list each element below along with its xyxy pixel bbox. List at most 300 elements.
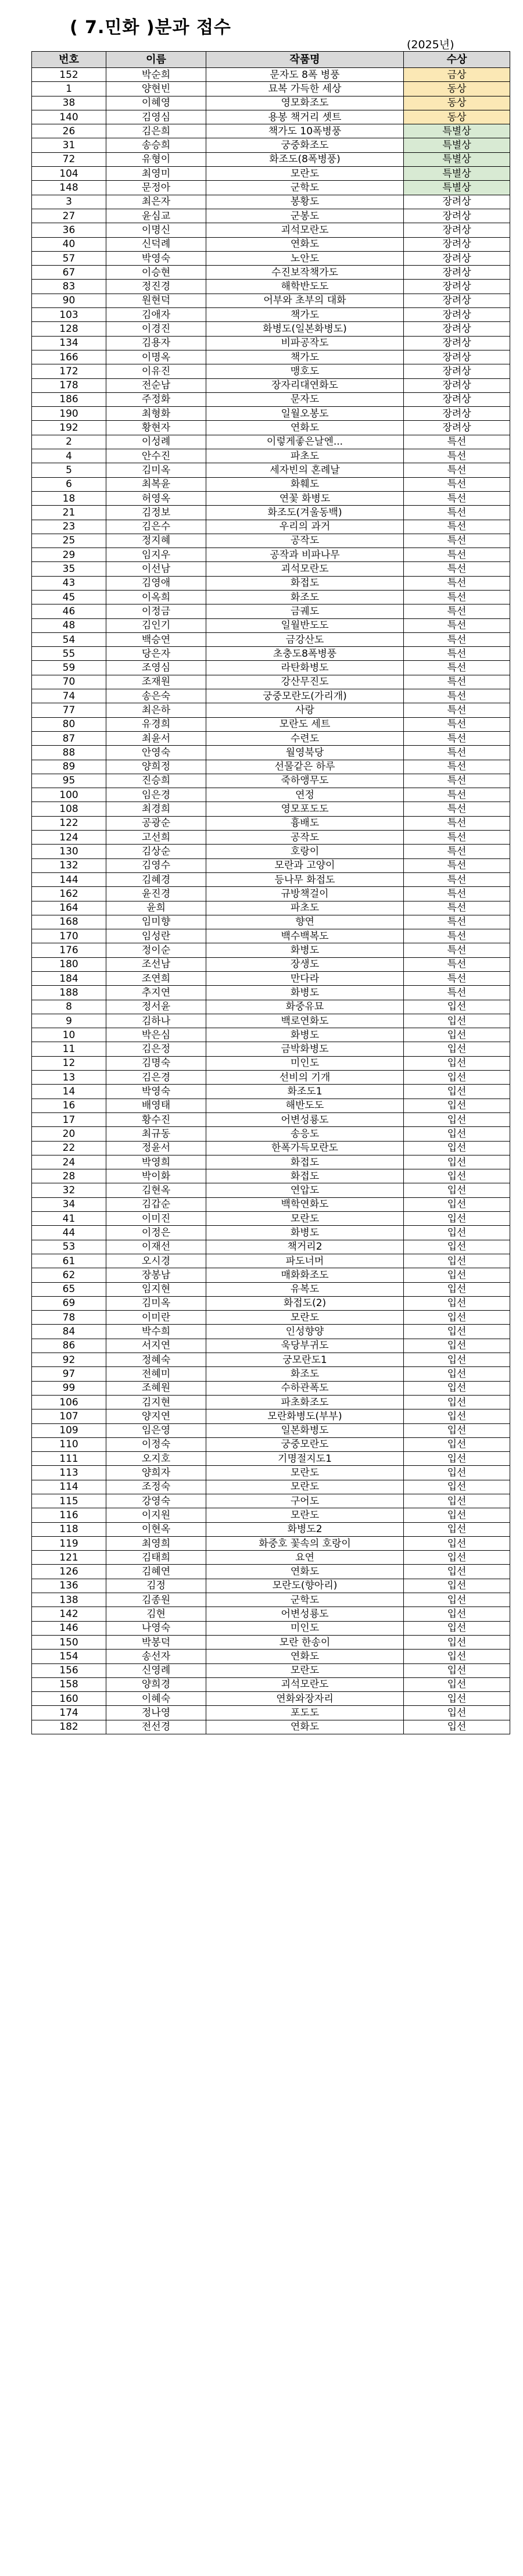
table-row <box>32 1466 510 1480</box>
cell-name: 서지연 <box>106 1339 206 1353</box>
table-row <box>32 96 510 110</box>
cell-number: 8 <box>32 1000 106 1014</box>
cell-award: 입선 <box>404 1000 510 1014</box>
table-row <box>32 1452 510 1466</box>
cell-work-title: 화병도2 <box>206 1522 404 1536</box>
cell-name: 김인기 <box>106 618 206 632</box>
cell-number: 22 <box>32 1141 106 1155</box>
table-row <box>32 223 510 237</box>
table-row <box>32 1508 510 1522</box>
cell-award: 특선 <box>404 534 510 548</box>
cell-number: 170 <box>32 929 106 943</box>
table-row <box>32 1028 510 1042</box>
cell-work-title: 미인도 <box>206 1621 404 1635</box>
cell-name: 김현 <box>106 1607 206 1621</box>
cell-number: 20 <box>32 1127 106 1141</box>
cell-name: 박은심 <box>106 1028 206 1042</box>
cell-number: 142 <box>32 1607 106 1621</box>
cell-work-title: 연화도 <box>206 1650 404 1663</box>
cell-work-title: 어부와 초부의 대화 <box>206 294 404 307</box>
cell-name: 이혜숙 <box>106 1692 206 1706</box>
cell-number: 90 <box>32 294 106 307</box>
cell-name: 김현옥 <box>106 1183 206 1197</box>
cell-award: 입선 <box>404 1127 510 1141</box>
cell-name: 안수진 <box>106 449 206 463</box>
cell-name: 신덕례 <box>106 237 206 251</box>
cell-work-title: 만다라 <box>206 972 404 986</box>
submission-table <box>31 51 510 1734</box>
cell-name: 오시경 <box>106 1254 206 1268</box>
cell-number: 104 <box>32 167 106 181</box>
cell-name: 임지현 <box>106 1282 206 1296</box>
table-row <box>32 392 510 406</box>
table-row <box>32 1099 510 1112</box>
cell-name: 양희자 <box>106 1466 206 1480</box>
cell-name: 추지연 <box>106 986 206 1000</box>
cell-work-title: 규방책걸이 <box>206 887 404 901</box>
cell-award: 특선 <box>404 887 510 901</box>
cell-number: 150 <box>32 1635 106 1649</box>
cell-work-title: 묘복 가득한 세상 <box>206 82 404 96</box>
cell-name: 이미란 <box>106 1311 206 1325</box>
cell-work-title: 모란화병도(부부) <box>206 1409 404 1423</box>
cell-name: 임지우 <box>106 548 206 562</box>
table-row <box>32 943 510 957</box>
cell-number: 122 <box>32 816 106 830</box>
cell-work-title: 금궤도 <box>206 604 404 618</box>
cell-award: 특선 <box>404 831 510 845</box>
cell-award: 입선 <box>404 1282 510 1296</box>
table-row <box>32 901 510 915</box>
cell-award: 특선 <box>404 746 510 760</box>
cell-award: 특선 <box>404 929 510 943</box>
cell-award: 입선 <box>404 1353 510 1367</box>
cell-number: 14 <box>32 1085 106 1099</box>
cell-work-title: 화병도(일본화병도) <box>206 322 404 336</box>
table-row <box>32 1226 510 1240</box>
cell-name: 김하나 <box>106 1014 206 1028</box>
cell-award: 입선 <box>404 1099 510 1112</box>
cell-name: 허영옥 <box>106 491 206 505</box>
cell-work-title: 연압도 <box>206 1183 404 1197</box>
cell-award: 특선 <box>404 788 510 802</box>
cell-name: 이재선 <box>106 1240 206 1254</box>
cell-number: 25 <box>32 534 106 548</box>
cell-work-title: 화병도 <box>206 1226 404 1240</box>
cell-work-title: 금강산도 <box>206 632 404 646</box>
table-row <box>32 1494 510 1508</box>
cell-number: 9 <box>32 1014 106 1028</box>
cell-award: 입선 <box>404 1480 510 1494</box>
cell-name: 이유진 <box>106 364 206 378</box>
cell-award: 특선 <box>404 576 510 590</box>
table-row <box>32 703 510 717</box>
table-body <box>32 68 510 1734</box>
cell-work-title: 책가도 <box>206 350 404 364</box>
cell-number: 34 <box>32 1197 106 1211</box>
cell-name: 유형이 <box>106 152 206 166</box>
cell-award: 입선 <box>404 1536 510 1550</box>
cell-work-title: 인성향양 <box>206 1325 404 1339</box>
cell-number: 53 <box>32 1240 106 1254</box>
cell-number: 72 <box>32 152 106 166</box>
cell-name: 윤진경 <box>106 887 206 901</box>
cell-award: 입선 <box>404 1706 510 1720</box>
cell-number: 128 <box>32 322 106 336</box>
cell-work-title: 궁모란도1 <box>206 1353 404 1367</box>
cell-number: 130 <box>32 845 106 858</box>
cell-award: 장려상 <box>404 322 510 336</box>
cell-award: 입선 <box>404 1593 510 1607</box>
table-row <box>32 1551 510 1565</box>
cell-number: 36 <box>32 223 106 237</box>
cell-work-title: 모란도 <box>206 1212 404 1226</box>
cell-award: 특선 <box>404 957 510 971</box>
cell-award: 특선 <box>404 435 510 449</box>
table-row <box>32 972 510 986</box>
table-row <box>32 590 510 604</box>
cell-name: 최경희 <box>106 802 206 816</box>
cell-work-title: 파초화조도 <box>206 1395 404 1409</box>
cell-number: 77 <box>32 703 106 717</box>
cell-award: 금상 <box>404 68 510 82</box>
cell-work-title: 사랑 <box>206 703 404 717</box>
table-row <box>32 1635 510 1649</box>
cell-award: 특선 <box>404 774 510 788</box>
cell-name: 강영숙 <box>106 1494 206 1508</box>
cell-award: 특선 <box>404 731 510 745</box>
cell-award: 특선 <box>404 548 510 562</box>
cell-number: 109 <box>32 1423 106 1437</box>
table-row <box>32 1706 510 1720</box>
cell-name: 문정아 <box>106 181 206 195</box>
cell-work-title: 화접도(2) <box>206 1296 404 1310</box>
table-row <box>32 1127 510 1141</box>
cell-number: 69 <box>32 1296 106 1310</box>
table-row <box>32 1141 510 1155</box>
cell-number: 140 <box>32 110 106 124</box>
cell-name: 김은경 <box>106 1071 206 1085</box>
cell-name: 조혜원 <box>106 1381 206 1395</box>
table-row <box>32 407 510 421</box>
table-row <box>32 378 510 392</box>
cell-award: 장려상 <box>404 237 510 251</box>
table-row <box>32 604 510 618</box>
cell-number: 136 <box>32 1579 106 1593</box>
cell-number: 146 <box>32 1621 106 1635</box>
cell-award: 장려상 <box>404 392 510 406</box>
cell-number: 156 <box>32 1663 106 1677</box>
cell-work-title: 봉황도 <box>206 195 404 209</box>
cell-work-title: 해학반도도 <box>206 280 404 294</box>
cell-number: 124 <box>32 831 106 845</box>
cell-award: 장려상 <box>404 294 510 307</box>
cell-award: 동상 <box>404 110 510 124</box>
cell-award: 장려상 <box>404 266 510 280</box>
cell-work-title: 모란도 세트 <box>206 717 404 731</box>
cell-name: 김애자 <box>106 308 206 322</box>
cell-work-title: 장자리대연화도 <box>206 378 404 392</box>
cell-number: 190 <box>32 407 106 421</box>
cell-work-title: 모란도 <box>206 1480 404 1494</box>
cell-number: 95 <box>32 774 106 788</box>
cell-award: 특선 <box>404 661 510 675</box>
cell-number: 70 <box>32 675 106 689</box>
cell-work-title: 궁중모란도(가리개) <box>206 689 404 703</box>
cell-work-title: 어변성룡도 <box>206 1112 404 1126</box>
cell-number: 152 <box>32 68 106 82</box>
cell-work-title: 화조도1 <box>206 1085 404 1099</box>
cell-number: 31 <box>32 138 106 152</box>
cell-number: 29 <box>32 548 106 562</box>
table-row <box>32 308 510 322</box>
cell-number: 106 <box>32 1395 106 1409</box>
cell-award: 특별상 <box>404 138 510 152</box>
cell-number: 107 <box>32 1409 106 1423</box>
cell-award: 특선 <box>404 675 510 689</box>
cell-work-title: 장생도 <box>206 957 404 971</box>
cell-work-title: 우리의 과거 <box>206 520 404 534</box>
cell-name: 김미옥 <box>106 463 206 477</box>
cell-number: 162 <box>32 887 106 901</box>
cell-number: 184 <box>32 972 106 986</box>
table-row <box>32 689 510 703</box>
cell-number: 110 <box>32 1437 106 1451</box>
cell-award: 장려상 <box>404 364 510 378</box>
cell-number: 168 <box>32 915 106 929</box>
cell-award: 특선 <box>404 463 510 477</box>
table-row <box>32 1183 510 1197</box>
header-award: 수상 <box>404 52 510 68</box>
cell-number: 61 <box>32 1254 106 1268</box>
table-row <box>32 1325 510 1339</box>
table-row <box>32 251 510 265</box>
cell-work-title: 용봉 책거리 셋트 <box>206 110 404 124</box>
cell-number: 164 <box>32 901 106 915</box>
table-row <box>32 1014 510 1028</box>
cell-number: 74 <box>32 689 106 703</box>
table-row <box>32 802 510 816</box>
cell-work-title: 화중호 꽃속의 호랑이 <box>206 1536 404 1550</box>
cell-award: 입선 <box>404 1311 510 1325</box>
table-row <box>32 872 510 886</box>
cell-work-title: 강산무진도 <box>206 675 404 689</box>
table-row <box>32 1437 510 1451</box>
table-row <box>32 760 510 774</box>
cell-work-title: 화병도 <box>206 1028 404 1042</box>
cell-name: 고선희 <box>106 831 206 845</box>
cell-work-title: 문자도 8폭 병풍 <box>206 68 404 82</box>
cell-number: 108 <box>32 802 106 816</box>
cell-name: 박영숙 <box>106 251 206 265</box>
cell-number: 160 <box>32 1692 106 1706</box>
cell-name: 이명옥 <box>106 350 206 364</box>
cell-number: 5 <box>32 463 106 477</box>
cell-number: 2 <box>32 435 106 449</box>
cell-name: 최복윤 <box>106 477 206 491</box>
cell-name: 송선자 <box>106 1650 206 1663</box>
cell-work-title: 미인도 <box>206 1056 404 1070</box>
cell-work-title: 책거리2 <box>206 1240 404 1254</box>
cell-name: 이정은 <box>106 1226 206 1240</box>
cell-work-title: 화훼도 <box>206 477 404 491</box>
cell-award: 특선 <box>404 915 510 929</box>
table-row <box>32 661 510 675</box>
cell-number: 10 <box>32 1028 106 1042</box>
cell-work-title: 영모포도도 <box>206 802 404 816</box>
cell-name: 김은희 <box>106 124 206 138</box>
cell-number: 32 <box>32 1183 106 1197</box>
cell-number: 158 <box>32 1677 106 1691</box>
table-row <box>32 1621 510 1635</box>
cell-name: 김혜경 <box>106 872 206 886</box>
cell-name: 김영수 <box>106 858 206 872</box>
cell-name: 박봉덕 <box>106 1635 206 1649</box>
table-row <box>32 858 510 872</box>
cell-work-title: 파도너머 <box>206 1254 404 1268</box>
cell-work-title: 화조도 <box>206 590 404 604</box>
cell-work-title: 연꽃 화병도 <box>206 491 404 505</box>
cell-name: 임미향 <box>106 915 206 929</box>
cell-number: 44 <box>32 1226 106 1240</box>
table-row <box>32 152 510 166</box>
cell-work-title: 노안도 <box>206 251 404 265</box>
cell-number: 80 <box>32 717 106 731</box>
cell-name: 최은자 <box>106 195 206 209</box>
table-row <box>32 1311 510 1325</box>
cell-award: 입선 <box>404 1466 510 1480</box>
cell-award: 입선 <box>404 1381 510 1395</box>
cell-name: 이선남 <box>106 562 206 576</box>
cell-number: 26 <box>32 124 106 138</box>
cell-number: 111 <box>32 1452 106 1466</box>
cell-number: 172 <box>32 364 106 378</box>
cell-number: 89 <box>32 760 106 774</box>
cell-name: 조연희 <box>106 972 206 986</box>
cell-number: 113 <box>32 1466 106 1480</box>
table-row <box>32 915 510 929</box>
table-row <box>32 1000 510 1014</box>
table-row <box>32 1240 510 1254</box>
cell-work-title: 영모화조도 <box>206 96 404 110</box>
cell-name: 송승희 <box>106 138 206 152</box>
cell-award: 입선 <box>404 1367 510 1381</box>
cell-number: 186 <box>32 392 106 406</box>
cell-work-title: 이렇게좋은날엔... <box>206 435 404 449</box>
cell-award: 장려상 <box>404 378 510 392</box>
cell-work-title: 향연 <box>206 915 404 929</box>
cell-number: 35 <box>32 562 106 576</box>
cell-number: 154 <box>32 1650 106 1663</box>
cell-work-title: 화중유묘 <box>206 1000 404 1014</box>
cell-award: 입선 <box>404 1028 510 1042</box>
cell-number: 65 <box>32 1282 106 1296</box>
header-work-title: 작품명 <box>206 52 404 68</box>
cell-number: 40 <box>32 237 106 251</box>
cell-name: 양현빈 <box>106 82 206 96</box>
cell-work-title: 선물같은 하루 <box>206 760 404 774</box>
cell-award: 특선 <box>404 943 510 957</box>
cell-award: 입선 <box>404 1607 510 1621</box>
table-row <box>32 1663 510 1677</box>
cell-award: 장려상 <box>404 350 510 364</box>
cell-name: 장봉남 <box>106 1268 206 1282</box>
cell-name: 안영숙 <box>106 746 206 760</box>
cell-number: 62 <box>32 1268 106 1282</box>
cell-name: 진승희 <box>106 774 206 788</box>
table-row <box>32 717 510 731</box>
cell-award: 특선 <box>404 816 510 830</box>
cell-award: 입선 <box>404 1650 510 1663</box>
cell-name: 나영숙 <box>106 1621 206 1635</box>
table-row <box>32 1409 510 1423</box>
table-row <box>32 181 510 195</box>
cell-work-title: 파초도 <box>206 449 404 463</box>
cell-name: 송은숙 <box>106 689 206 703</box>
cell-name: 김영애 <box>106 576 206 590</box>
cell-work-title: 모란도(향아리) <box>206 1579 404 1593</box>
cell-number: 28 <box>32 1169 106 1183</box>
cell-award: 특선 <box>404 604 510 618</box>
cell-work-title: 화병도 <box>206 943 404 957</box>
cell-award: 입선 <box>404 1014 510 1028</box>
cell-award: 특선 <box>404 491 510 505</box>
cell-number: 23 <box>32 520 106 534</box>
cell-name: 임은영 <box>106 1423 206 1437</box>
table-row <box>32 1169 510 1183</box>
cell-name: 전순남 <box>106 378 206 392</box>
table-row <box>32 632 510 646</box>
cell-work-title: 맹호도 <box>206 364 404 378</box>
cell-award: 장려상 <box>404 407 510 421</box>
cell-number: 24 <box>32 1155 106 1169</box>
cell-work-title: 수하관폭도 <box>206 1381 404 1395</box>
table-row <box>32 195 510 209</box>
cell-award: 입선 <box>404 1268 510 1282</box>
cell-name: 전혜미 <box>106 1367 206 1381</box>
cell-work-title: 죽하앵무도 <box>206 774 404 788</box>
cell-number: 38 <box>32 96 106 110</box>
table-row <box>32 110 510 124</box>
cell-award: 입선 <box>404 1254 510 1268</box>
cell-name: 신영례 <box>106 1663 206 1677</box>
cell-number: 103 <box>32 308 106 322</box>
cell-award: 입선 <box>404 1141 510 1155</box>
cell-name: 김용자 <box>106 336 206 350</box>
table-row <box>32 68 510 82</box>
cell-name: 김종원 <box>106 1593 206 1607</box>
cell-number: 134 <box>32 336 106 350</box>
cell-award: 특선 <box>404 858 510 872</box>
cell-work-title: 연화도 <box>206 237 404 251</box>
cell-number: 6 <box>32 477 106 491</box>
cell-award: 입선 <box>404 1197 510 1211</box>
cell-work-title: 일본화병도 <box>206 1423 404 1437</box>
cell-number: 178 <box>32 378 106 392</box>
cell-work-title: 한폭가득모란도 <box>206 1141 404 1155</box>
table-header-row <box>32 52 510 68</box>
cell-name: 조재원 <box>106 675 206 689</box>
cell-number: 180 <box>32 957 106 971</box>
table-row <box>32 887 510 901</box>
title-block <box>0 2 523 51</box>
cell-award: 특선 <box>404 506 510 520</box>
cell-number: 11 <box>32 1042 106 1056</box>
cell-number: 48 <box>32 618 106 632</box>
table-row <box>32 746 510 760</box>
cell-work-title: 연화도 <box>206 421 404 435</box>
cell-work-title: 공작도 <box>206 831 404 845</box>
